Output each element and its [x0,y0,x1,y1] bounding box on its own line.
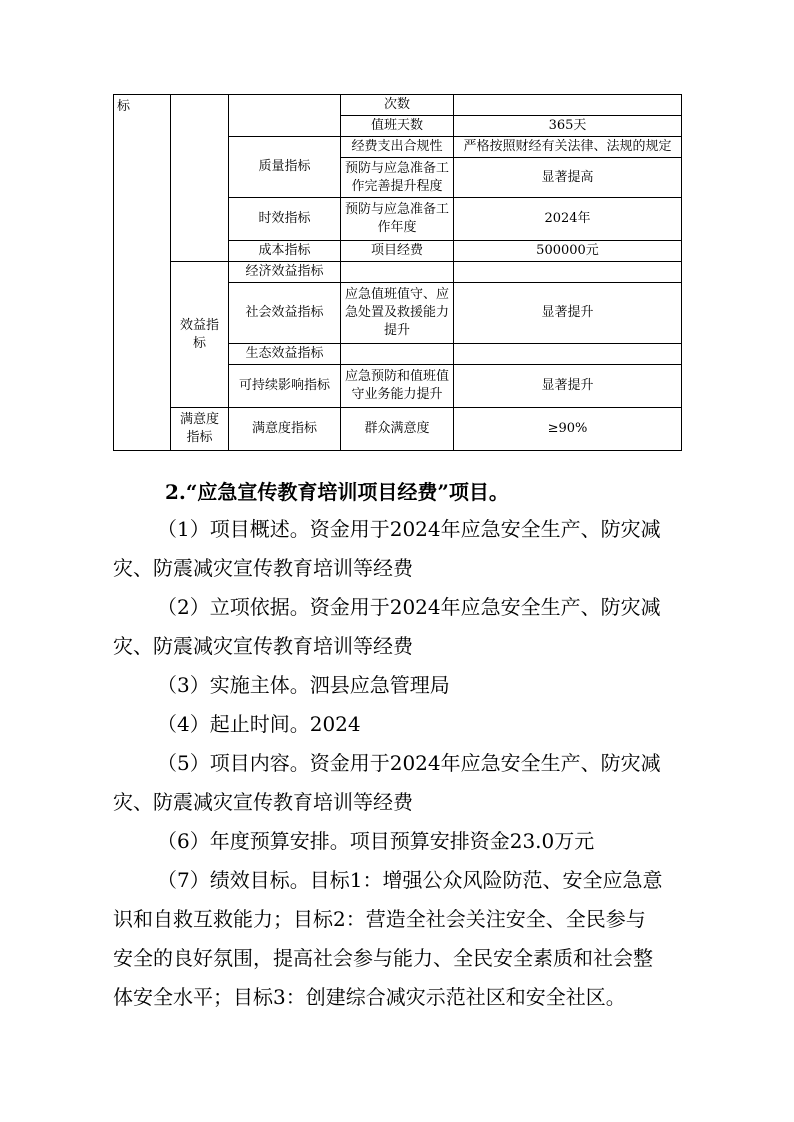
paragraph-line: （5）项目内容。资金用于2024年应急安全生产、防灾减 [157,751,661,775]
paragraph-line: 灾、防震减灾宣传教育培训等经费 [113,790,413,814]
indicator-name-cell: 项目经费 [341,241,454,262]
indicator-name-cell: 预防与应急准备工作年度 [341,198,454,241]
paragraph-line: （1）项目概述。资金用于2024年应急安全生产、防灾减 [157,517,661,541]
level2-indicator-cell: 效益指标 [171,262,229,408]
paragraph-period [113,705,685,744]
paragraph-basis [113,588,685,666]
performance-indicator-table [113,94,682,451]
level3-indicator-cell: 质量指标 [229,137,341,198]
indicator-name-cell: 次数 [341,95,454,116]
level1-indicator-cell: 标 [114,95,171,451]
table-row [114,95,682,116]
indicator-name-cell: 值班天数 [341,116,454,137]
paragraph-line: 安全的良好氛围，提高社会参与能力、全民安全素质和社会整 [113,946,653,970]
paragraph-line: （4）起止时间。2024 [157,712,361,736]
indicator-value-cell: ≥90% [454,408,682,451]
indicator-value-cell: 500000元 [454,241,682,262]
level3-indicator-cell: 可持续影响指标 [229,365,341,408]
paragraph-line: （2）立项依据。资金用于2024年应急安全生产、防灾减 [157,595,661,619]
indicator-name-cell: 应急值班值守、应急处置及救援能力提升 [341,283,454,344]
level3-indicator-cell: 成本指标 [229,241,341,262]
indicator-name-cell [341,262,454,283]
indicator-name-cell: 应急预防和值班值守业务能力提升 [341,365,454,408]
indicator-value-cell: 显著提高 [454,158,682,198]
section-heading: 2.“应急宣传教育培训项目经费”项目。 [165,480,509,504]
level3-indicator-cell [229,95,341,137]
paragraph-content [113,744,685,822]
level3-indicator-cell: 社会效益指标 [229,283,341,344]
level3-indicator-cell: 时效指标 [229,198,341,241]
table-row [114,262,682,283]
paragraph-overview [113,510,685,588]
indicator-value-cell: 365天 [454,116,682,137]
indicator-value-cell [454,344,682,365]
indicator-name-cell [341,344,454,365]
indicator-name-cell: 预防与应急准备工作完善提升程度 [341,158,454,198]
paragraph-line: （6）年度预算安排。项目预算安排资金23.0万元 [157,829,595,853]
paragraph-goals [113,861,685,1017]
level2-indicator-cell [171,95,229,262]
level3-indicator-cell: 满意度指标 [229,408,341,451]
level3-indicator-cell: 生态效益指标 [229,344,341,365]
indicator-name-cell: 群众满意度 [341,408,454,451]
paragraph-line: 灾、防震减灾宣传教育培训等经费 [113,634,413,658]
indicator-value-cell: 严格按照财经有关法律、法规的规定 [454,137,682,158]
paragraph-implementer [113,666,685,705]
paragraph-line: （3）实施主体。泗县应急管理局 [157,673,450,697]
indicator-value-cell [454,95,682,116]
indicator-value-cell [454,262,682,283]
paragraph-line: （7）绩效目标。目标1：增强公众风险防范、安全应急意 [157,868,663,892]
paragraph-line: 识和自救互救能力；目标2：营造全社会关注安全、全民参与 [113,907,646,931]
paragraph-budget [113,822,685,861]
indicator-value-cell: 显著提升 [454,365,682,408]
indicator-value-cell: 2024年 [454,198,682,241]
table-row [114,408,682,451]
indicator-value-cell: 显著提升 [454,283,682,344]
level3-indicator-cell: 经济效益指标 [229,262,341,283]
level2-indicator-cell: 满意度指标 [171,408,229,451]
indicator-name-cell: 经费支出合规性 [341,137,454,158]
paragraph-line: 灾、防震减灾宣传教育培训等经费 [113,556,413,580]
paragraph-line: 体安全水平；目标3：创建综合减灾示范社区和安全社区。 [113,985,626,1009]
